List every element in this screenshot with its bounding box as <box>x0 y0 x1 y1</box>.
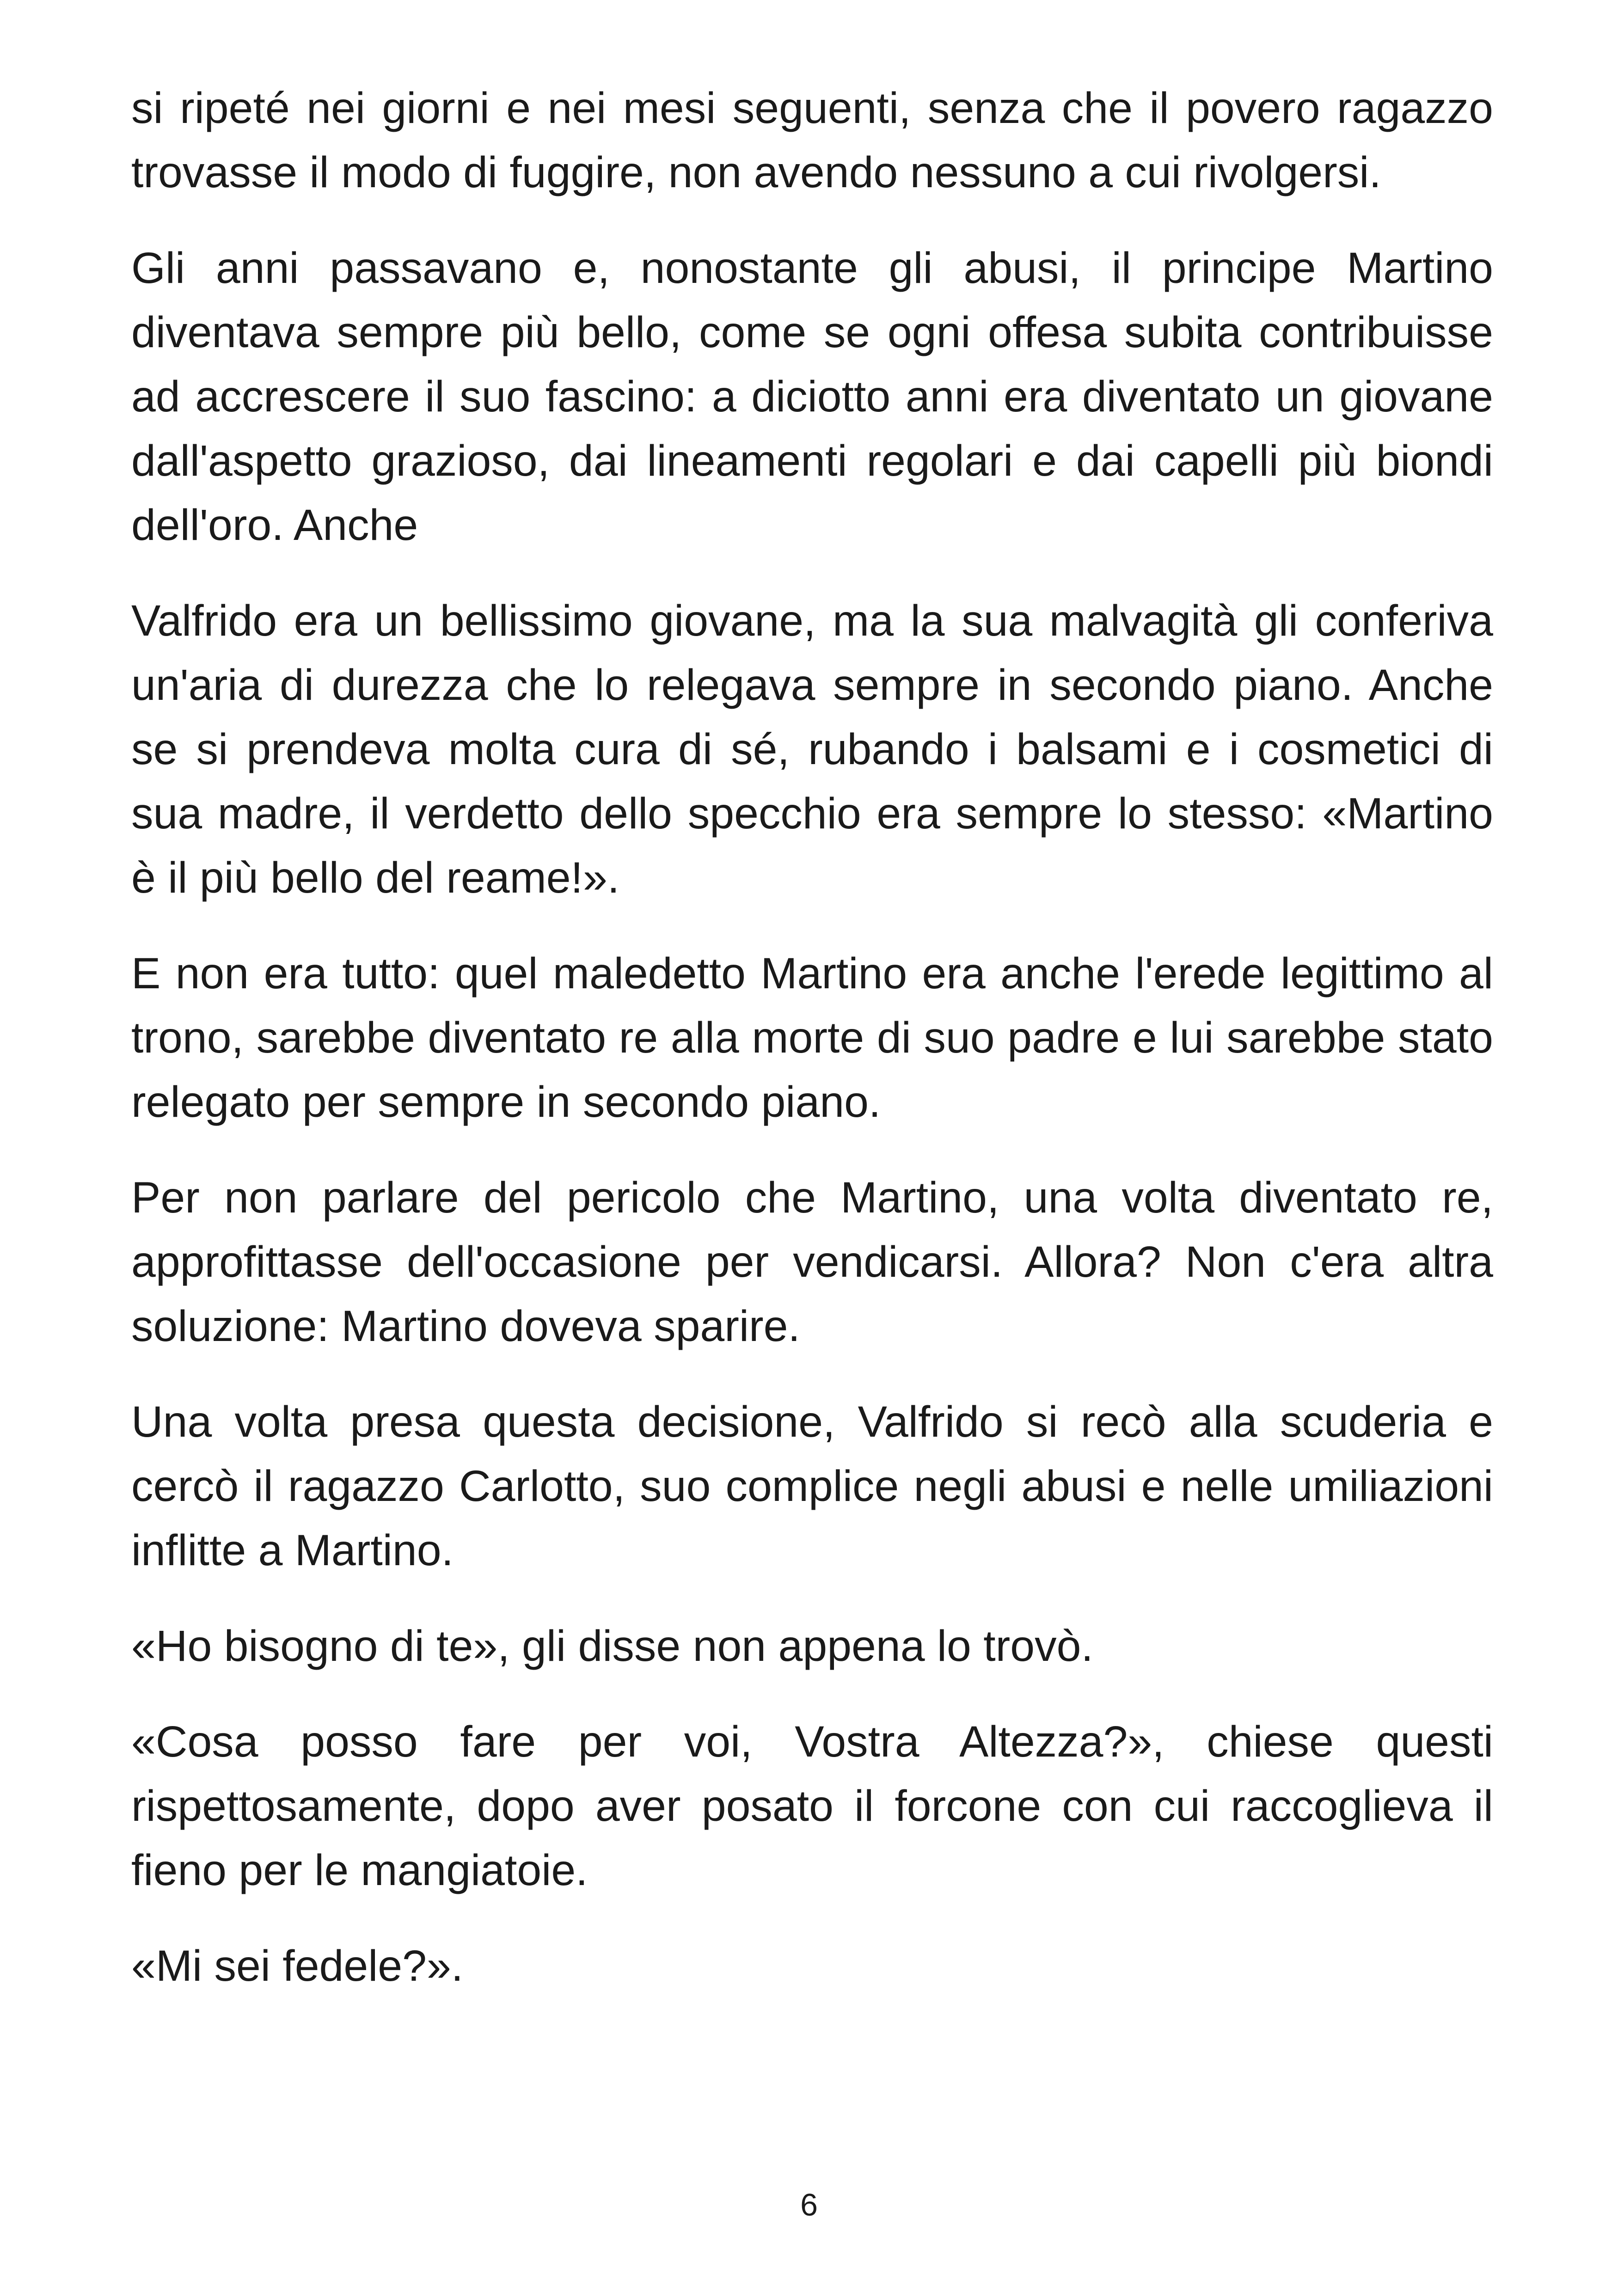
paragraph-2: Gli anni passavano e, nonostante gli abusi, il principe Martino diventava sempre più bello, come se ogni offesa subita contribuisse ad accrescere il suo fascino: a diciotto anni era diventato un giovane dall'aspetto grazioso, dai lineamenti regolari e dai capelli più biondi dell'oro. Anche <box>131 244 1493 550</box>
paragraph-1: si ripeté nei giorni e nei mesi seguenti, senza che il povero ragazzo trovasse il modo di fuggire, non avendo nessuno a cui rivolgersi. <box>131 84 1493 197</box>
body-text <box>131 76 1493 2030</box>
paragraph-3: Valfrido era un bellissimo giovane, ma la sua malvagità gli conferiva un'aria di durezza che lo relegava sempre in secondo piano. Anche se si prendeva molta cura di sé, rubando i balsami e i cosmetici di sua madre, il verdetto dello specchio era sempre lo stesso: «Martino è il più bello del reame!». <box>131 596 1493 902</box>
page-number: 6 <box>800 2187 818 2223</box>
paragraph-7: «Ho bisogno di te», gli disse non appena lo trovò. <box>131 1622 1093 1671</box>
paragraph-6: Una volta presa questa decisione, Valfrido si recò alla scuderia e cercò il ragazzo Carlotto, suo complice negli abusi e nelle umiliazioni inflitte a Martino. <box>131 1397 1493 1575</box>
paragraph-9: «Mi sei fedele?». <box>131 1941 464 1990</box>
paragraph-8: «Cosa posso fare per voi, Vostra Altezza?», chiese questi rispettosamente, dopo aver posato il forcone con cui raccoglieva il fieno per le mangiatoie. <box>131 1717 1493 1895</box>
paragraph-4: E non era tutto: quel maledetto Martino era anche l'erede legittimo al trono, sarebbe diventato re alla morte di suo padre e lui sarebbe stato relegato per sempre in secondo piano. <box>131 949 1493 1127</box>
paragraph-5: Per non parlare del pericolo che Martino, una volta diventato re, approfittasse dell'occasione per vendicarsi. Allora? Non c'era altra soluzione: Martino doveva sparire. <box>131 1173 1493 1351</box>
